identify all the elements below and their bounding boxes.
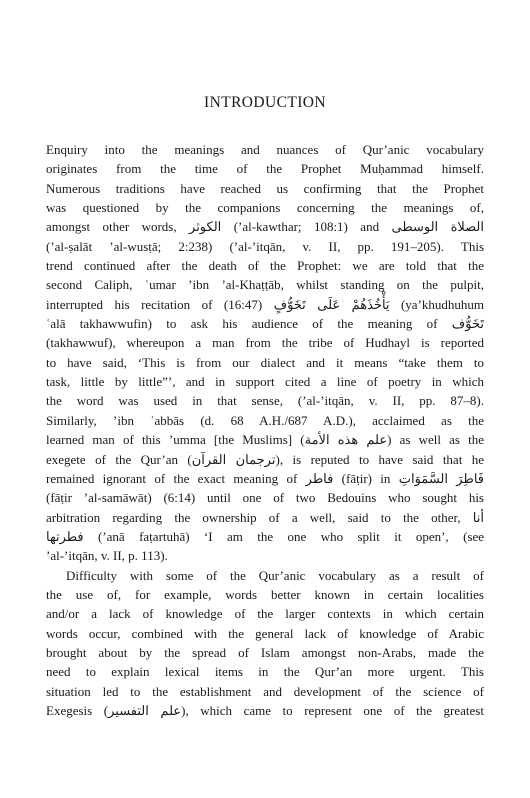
text-line: the word was used in that sense, (ʼal-ʼitqān, v. II, pp. 87–8). bbox=[46, 393, 484, 409]
text-line: task, little by little”’, and in support cited a line of poetry in which bbox=[46, 374, 484, 390]
text-line: exegete of the Qur’an (ترجمان القرآن), is reputed to have said that he bbox=[46, 451, 485, 467]
text-line: Similarly, ʼibn ʿabbās (d. 68 A.H./687 A.D.), acclaimed as the bbox=[46, 412, 484, 428]
text-line: interrupted his recitation of (16:47) يَأْخُذَهُمْ عَلَى تَخَوُّفٍ (yaʼkhudhuhum bbox=[46, 296, 485, 312]
text-line: Exegesis (علم التفسير), which came to represent one of the greatest bbox=[46, 702, 484, 718]
text-line: (takhawwuf), whereupon a man from the tribe of Hudhayl is reported bbox=[46, 335, 484, 351]
text-line: ʼal-ʼitqān, v. II, p. 113). bbox=[46, 548, 168, 564]
text-line: brought about by the spread of Islam amongst non-Arabs, made the bbox=[46, 644, 484, 660]
text-line: ʿalā takhawwufin) to ask his audience of the meaning of تَخَوُّف bbox=[46, 316, 484, 332]
text-line: Enquiry into the meanings and nuances of Qur’anic vocabulary bbox=[46, 142, 484, 157]
text-line: Difficulty with some of the Qur’anic vocabulary as a result of bbox=[66, 567, 484, 583]
text-line: need to explain lexical items in the Qur’an more urgent. This bbox=[46, 664, 484, 680]
paragraph-1 bbox=[46, 140, 484, 566]
page-title: INTRODUCTION bbox=[204, 94, 326, 111]
text-line: فطرتها (ʼanā faṭartuhā) ‘I am the one who split it open’, (see bbox=[46, 528, 484, 544]
text-line: originates from the time of the Prophet Muḥammad himself. bbox=[46, 161, 484, 177]
text-line: trend continued after the death of the Prophet: we are told that the bbox=[46, 258, 484, 274]
paragraph-2 bbox=[46, 566, 484, 721]
text-line: the use of, for example, words better known in certain localities bbox=[46, 586, 484, 602]
text-line: situation led to the establishment and development of the science of bbox=[46, 683, 484, 699]
text-line: arbitration regarding the ownership of a well, said to the other, أنا bbox=[46, 509, 484, 525]
text-line: to have said, ‘This is from our dialect and it means “take them to bbox=[46, 354, 484, 370]
text-line: words occur, combined with the general lack of knowledge of Arabic bbox=[46, 625, 484, 641]
text-line: second Caliph, ʿumar ʼibn ʼal-Khaṭṭāb, whilst standing on the pulpit, bbox=[46, 277, 484, 293]
body-text bbox=[46, 140, 484, 720]
text-line: amongst other words, الكوثر (ʼal-kawthar; 108:1) and الصلاة الوسطى bbox=[46, 219, 484, 235]
text-line: (fāṭir ʼal-samāwāt) (6:14) until one of two Bedouins who sought his bbox=[46, 490, 484, 506]
text-line: (ʼal-ṣalāt ʼal-wusṭā; 2:238) (ʼal-ʼitqān, v. II, pp. 191–205). This bbox=[46, 238, 484, 254]
text-line: was questioned by the companions concerning the meanings of, bbox=[46, 200, 484, 216]
text-line: and/or a lack of knowledge of the larger contexts in which certain bbox=[46, 606, 484, 622]
text-line: learned man of this ʼumma [the Muslims] (علم هذه الأمة) as well as the bbox=[46, 432, 484, 448]
text-line: Numerous traditions have reached us confirming that the Prophet bbox=[46, 180, 484, 196]
text-line: remained ignorant of the exact meaning of فاطر (fāṭir) in فَاطِرَ السَّمَوَاتِ bbox=[46, 470, 484, 486]
